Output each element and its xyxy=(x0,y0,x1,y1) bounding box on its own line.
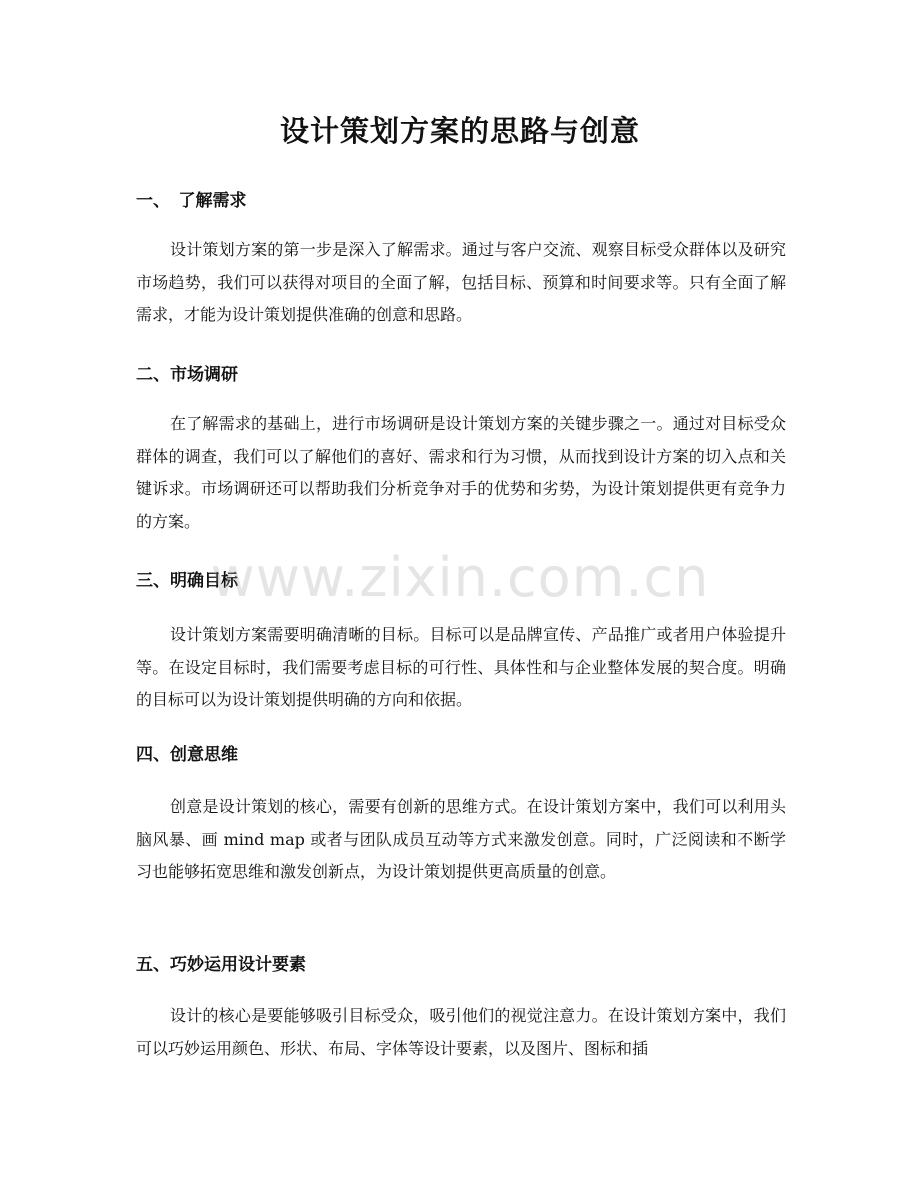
section-body-2: 在了解需求的基础上，进行市场调研是设计策划方案的关键步骤之一。通过对目标受众群体的调查，我们可以了解他们的喜好、需求和行为习惯，从而找到设计方案的切入点和关键诉求。市场调研还可以帮助我们分析竞争对手的优势和劣势，为设计策划提供更有竞争力的方案。 xyxy=(136,414,786,531)
section-body-5: 设计的核心是要能够吸引目标受众，吸引他们的视觉注意力。在设计策划方案中，我们可以巧妙运用颜色、形状、布局、字体等设计要素，以及图片、图标和插 xyxy=(136,1006,786,1058)
watermark: www.zixin.com.cn xyxy=(210,546,710,609)
section-body-1: 设计策划方案的第一步是深入了解需求。通过与客户交流、观察目标受众群体以及研究市场趋势，我们可以获得对项目的全面了解，包括目标、预算和时间要求等。只有全面了解需求，才能为设计策划提供准确的创意和思路。 xyxy=(136,240,786,324)
section-heading-2: 二、市场调研 xyxy=(136,365,238,385)
section-body-3: 设计策划方案需要明确清晰的目标。目标可以是品牌宣传、产品推广或者用户体验提升等。在设定目标时，我们需要考虑目标的可行性、具体性和与企业整体发展的契合度。明确的目标可以为设计策划提供明确的方向和依据。 xyxy=(136,625,786,709)
section-heading-3: 三、明确目标 xyxy=(136,571,238,591)
document-title: 设计策划方案的思路与创意 xyxy=(279,114,640,148)
section-heading-1: 一、 了解需求 xyxy=(136,191,247,211)
section-heading-5: 五、巧妙运用设计要素 xyxy=(136,955,306,975)
section-body-4: 创意是设计策划的核心，需要有创新的思维方式。在设计策划方案中，我们可以利用头脑风暴、画 mind map 或者与团队成员互动等方式来激发创意。同时，广泛阅读和不断学习也能够拓宽思维和激发创新点，为设计策划提供更高质量的创意。 xyxy=(136,797,786,881)
section-heading-4: 四、创意思维 xyxy=(136,745,238,765)
